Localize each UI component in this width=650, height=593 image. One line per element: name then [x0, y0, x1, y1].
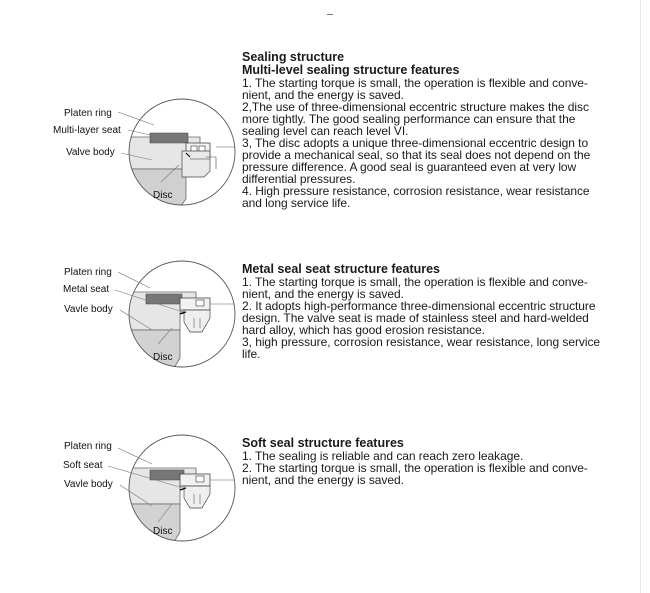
text-line: nient, and the energy is saved. [242, 88, 404, 102]
multi-level-seal-text [242, 51, 642, 209]
section-heading: Multi-level sealing structure features [242, 63, 460, 77]
text-line: hard alloy, which has good erosion resistance. [242, 323, 485, 337]
metal-seal-text [242, 263, 642, 360]
text-line: 3, The disc adopts a unique three-dimensional eccentric design to [242, 136, 589, 150]
text-line: 1. The starting torque is small, the operation is flexible and conve- [242, 76, 588, 90]
soft-seal-text [242, 437, 642, 486]
text-line: life. [242, 347, 261, 361]
text-line: design. The valve seat is made of stainless steel and hard-welded [242, 311, 589, 325]
label-disc: Disc [153, 190, 173, 201]
label-platen-ring: Platen ring [64, 108, 112, 119]
label-valve-body: Valve body [66, 147, 115, 158]
label-platen-ring: Platen ring [64, 441, 112, 452]
section-title: Sealing structure [242, 50, 345, 64]
text-line: nient, and the energy is saved. [242, 473, 404, 487]
text-line: 3, high pressure, corrosion resistance, wear resistance, long service [242, 335, 601, 349]
text-line: pressure difference. A good seal is guaranteed even at very low [242, 160, 577, 174]
text-line: 1. The sealing is reliable and can reach zero leakage. [242, 449, 524, 463]
text-line: 1. The starting torque is small, the operation is flexible and conve- [242, 275, 588, 289]
section-heading: Metal seal seat structure features [242, 262, 441, 276]
page-marker [327, 14, 333, 15]
text-line: 2. It adopts high-performance three-dimensional eccentric structure [242, 299, 596, 313]
section-heading: Soft seal structure features [242, 436, 404, 450]
text-line: 2,The use of three-dimensional eccentric structure makes the disc [242, 100, 589, 114]
text-line: nient, and the energy is saved. [242, 287, 404, 301]
label-metal-seat: Metal seat [63, 284, 110, 295]
label-soft-seat: Soft seat [63, 460, 103, 471]
label-platen-ring: Platen ring [64, 267, 112, 278]
text-line: differential pressures. [242, 172, 356, 186]
metal-seal-diagram [0, 254, 240, 384]
text-line: and long service life. [242, 196, 351, 210]
text-line: sealing level can reach level VI. [242, 124, 409, 138]
soft-seal-diagram [0, 428, 240, 558]
label-disc: Disc [153, 352, 173, 363]
multi-level-seal-diagram [0, 95, 240, 225]
label-valve-body: Vavle body [64, 479, 113, 490]
text-line: 2. The starting torque is small, the operation is flexible and conve- [242, 461, 588, 475]
text-line: more tightly. The good sealing performance can ensure that the [242, 112, 576, 126]
text-line: 4. High pressure resistance, corrosion resistance, wear resistance [242, 184, 590, 198]
label-disc: Disc [153, 526, 173, 537]
label-multi-layer-seat: Multi-layer seat [53, 125, 121, 136]
text-line: provide a mechanical seal, so that its seal does not depend on the [242, 148, 591, 162]
label-valve-body: Vavle body [64, 304, 113, 315]
